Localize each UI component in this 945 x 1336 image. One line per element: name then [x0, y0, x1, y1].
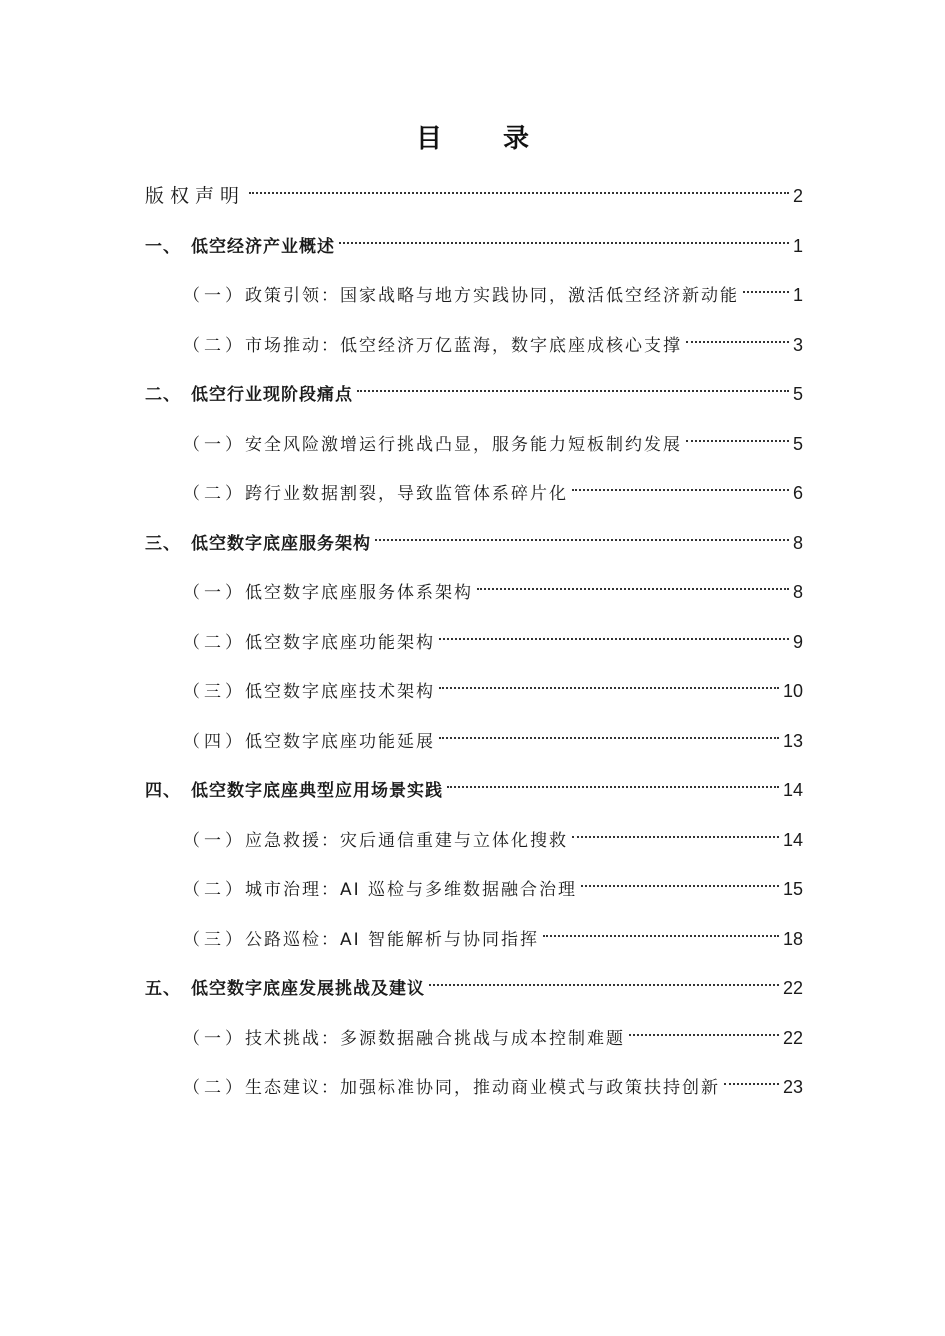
- toc-dot-leader: [581, 865, 779, 895]
- toc-dot-leader: [572, 816, 779, 846]
- toc-entry-text: 低空数字底座服务架构: [191, 534, 371, 554]
- toc-entry-number: （一）: [183, 831, 246, 851]
- toc-entry-text: 低空行业现阶段痛点: [191, 385, 353, 405]
- toc-entry-number: （二）: [183, 1078, 246, 1098]
- toc-entry-page: 14: [782, 830, 803, 850]
- toc-dot-leader: [439, 618, 789, 648]
- toc-title: 目 录: [415, 124, 556, 154]
- toc-entry-text: 低空数字底座技术架构: [245, 682, 435, 702]
- toc-entry-text: 低空经济产业概述: [191, 237, 335, 257]
- toc-entry[interactable]: [145, 964, 803, 999]
- toc-dot-leader: [477, 568, 789, 598]
- toc-dot-leader: [686, 420, 789, 450]
- toc-entry-page: 5: [792, 434, 803, 454]
- toc-entry[interactable]: [145, 222, 803, 257]
- toc-dot-leader: [249, 172, 789, 202]
- toc-entry[interactable]: [145, 766, 803, 801]
- toc-entry[interactable]: [183, 816, 803, 851]
- toc-entry-number: （一）: [183, 583, 246, 603]
- toc-dot-leader: [447, 766, 779, 796]
- toc-entry-page: 13: [782, 731, 803, 751]
- toc-entry-page: 1: [792, 236, 803, 256]
- toc-entry[interactable]: [183, 1063, 803, 1098]
- toc-dot-leader: [339, 222, 789, 252]
- toc-entry-page: 23: [782, 1077, 803, 1097]
- toc-entry-page: 1: [792, 285, 803, 305]
- toc-entry-text: 政策引领：国家战略与地方实践协同，激活低空经济新动能: [245, 286, 739, 306]
- toc-dot-leader: [375, 519, 789, 549]
- toc-entry-number: 二、: [145, 385, 181, 405]
- toc-entry-number: （三）: [183, 930, 246, 950]
- toc-entry[interactable]: [145, 370, 803, 405]
- toc-entry[interactable]: [145, 172, 803, 207]
- toc-entry[interactable]: [183, 1014, 803, 1049]
- toc-entry-number: （一）: [183, 286, 246, 306]
- toc-dot-leader: [357, 370, 789, 400]
- toc-entry-page: 2: [792, 186, 803, 206]
- toc-entry-number: 一、: [145, 237, 181, 257]
- toc-entry[interactable]: [183, 568, 803, 603]
- toc-entry-text: 低空数字底座服务体系架构: [245, 583, 473, 603]
- toc-entry-page: 22: [782, 1028, 803, 1048]
- toc-entry[interactable]: [183, 667, 803, 702]
- toc-entry-number: （二）: [183, 336, 246, 356]
- toc-entry-page: 5: [792, 384, 803, 404]
- toc-entry[interactable]: [183, 717, 803, 752]
- toc-dot-leader: [724, 1063, 779, 1093]
- toc-entry-number: 五、: [145, 979, 181, 999]
- toc-entry-text: 公路巡检：AI 智能解析与协同指挥: [245, 930, 540, 950]
- toc-entry[interactable]: [183, 618, 803, 653]
- toc-entry-number: （二）: [183, 633, 246, 653]
- toc-entry-page: 18: [782, 929, 803, 949]
- toc-entry[interactable]: [145, 519, 803, 554]
- toc-entry[interactable]: [183, 420, 803, 455]
- toc-entry-page: 10: [782, 681, 803, 701]
- toc-entry-number: （二）: [183, 484, 246, 504]
- toc-entry-text: 低空数字底座功能架构: [245, 633, 435, 653]
- toc-entry-number: （四）: [183, 732, 246, 752]
- toc-entry[interactable]: [183, 865, 803, 900]
- toc-entry-number: 四、: [145, 781, 181, 801]
- toc-entry-text: 版权声明: [145, 185, 246, 207]
- toc-entry-text: 低空数字底座发展挑战及建议: [191, 979, 425, 999]
- toc-entry-number: （二）: [183, 880, 246, 900]
- toc-dot-leader: [439, 667, 779, 697]
- toc-entry-text: 生态建议：加强标准协同，推动商业模式与政策扶持创新: [245, 1078, 720, 1098]
- toc-entry-text: 安全风险激增运行挑战凸显，服务能力短板制约发展: [245, 435, 682, 455]
- toc-entry-page: 8: [792, 533, 803, 553]
- toc-dot-leader: [629, 1014, 779, 1044]
- toc-entry-page: 3: [792, 335, 803, 355]
- toc-entry-page: 8: [792, 582, 803, 602]
- toc-entry-number: （三）: [183, 682, 246, 702]
- toc-entry[interactable]: [183, 915, 803, 950]
- toc-entry-number: （一）: [183, 1029, 246, 1049]
- toc-entry-text: 跨行业数据割裂，导致监管体系碎片化: [245, 484, 568, 504]
- toc-dot-leader: [543, 915, 779, 945]
- toc-entry-text: 市场推动：低空经济万亿蓝海，数字底座成核心支撑: [245, 336, 682, 356]
- toc-entry-page: 14: [782, 780, 803, 800]
- toc-entry-page: 15: [782, 879, 803, 899]
- toc-entry-text: 低空数字底座功能延展: [245, 732, 435, 752]
- toc-dot-leader: [572, 469, 789, 499]
- toc-entry[interactable]: [183, 321, 803, 356]
- toc-entry[interactable]: [183, 469, 803, 504]
- toc-entry-number: 三、: [145, 534, 181, 554]
- toc-dot-leader: [686, 321, 789, 351]
- toc-entry-text: 城市治理：AI 巡检与多维数据融合治理: [245, 880, 578, 900]
- toc-entry[interactable]: [183, 271, 803, 306]
- toc-entry-text: 应急救援：灾后通信重建与立体化搜救: [245, 831, 568, 851]
- toc-entry-text: 技术挑战：多源数据融合挑战与成本控制难题: [245, 1029, 625, 1049]
- toc-dot-leader: [439, 717, 779, 747]
- toc-entry-text: 低空数字底座典型应用场景实践: [191, 781, 443, 801]
- toc-entry-page: 9: [792, 632, 803, 652]
- toc-dot-leader: [429, 964, 779, 994]
- toc-entry-page: 22: [782, 978, 803, 998]
- toc-dot-leader: [743, 271, 789, 301]
- toc-entry-page: 6: [792, 483, 803, 503]
- toc-entry-number: （一）: [183, 435, 246, 455]
